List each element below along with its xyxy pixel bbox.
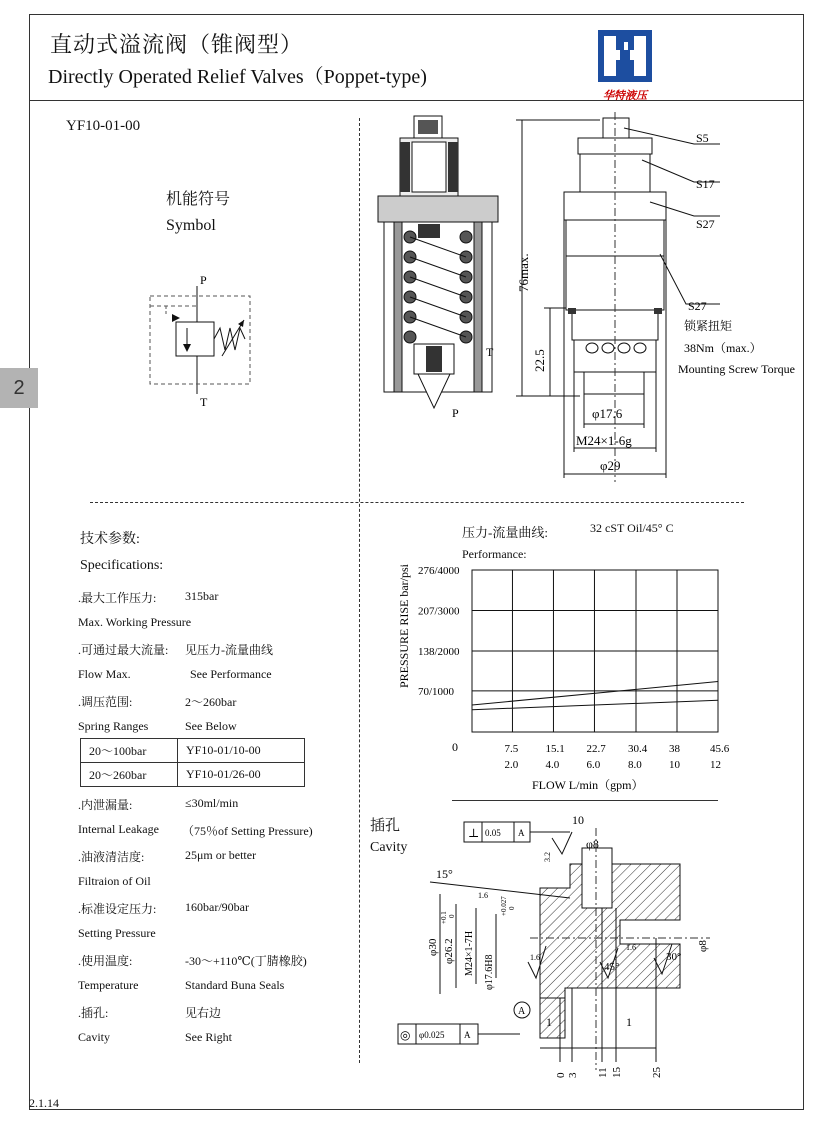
chart-x-tick-label: 7.5 bbox=[504, 743, 519, 755]
chart-grid bbox=[472, 570, 718, 732]
spec-label: Filtraion of Oil bbox=[78, 874, 151, 888]
cavity-drawing bbox=[390, 808, 720, 1080]
chart-subtitle: Performance: bbox=[462, 547, 527, 561]
spec-label: .可通过最大流量: bbox=[78, 643, 169, 657]
hydraulic-symbol bbox=[140, 270, 260, 410]
chart-x-tick-label-gpm: 8.0 bbox=[628, 759, 642, 771]
table-cell-model: YF10-01/26-00 bbox=[178, 763, 305, 787]
dim-s27: S27 bbox=[688, 299, 707, 313]
spec-value: -30～+110℃(丁腈橡胶) bbox=[185, 954, 307, 968]
cavity-thread: M24×1-7H bbox=[464, 930, 475, 976]
spec-value: 160bar/90bar bbox=[185, 900, 249, 914]
roughness-1-6-left: 1.6 bbox=[530, 953, 540, 962]
chart-x-tick-label: 22.7 bbox=[586, 743, 606, 755]
chart-condition: 32 cST Oil/45° C bbox=[590, 521, 674, 535]
spec-value: Standard Buna Seals bbox=[185, 978, 285, 992]
torque-label-cn: 锁紧扭矩 bbox=[684, 319, 733, 333]
cavity-bottom-dim: 11 bbox=[597, 1067, 609, 1078]
model-number: YF10-01-00 bbox=[66, 118, 141, 134]
title-chinese: 直动式溢流阀（锥阀型） bbox=[50, 32, 304, 57]
cavity-bottom-dim: 15 bbox=[611, 1067, 623, 1078]
spec-value: 2～260bar bbox=[185, 695, 237, 709]
roughness-1-6-right: 1.6 bbox=[626, 943, 636, 952]
chart-x-tick-label-gpm: 12 bbox=[710, 759, 721, 771]
torque-label-en: Mounting Screw Torque bbox=[678, 362, 795, 376]
valve-section-drawing bbox=[370, 112, 510, 422]
dim-phi8-side: φ8 bbox=[697, 940, 709, 952]
cavity-bottom-dim: 25 bbox=[651, 1067, 663, 1078]
spec-label: Internal Leakage bbox=[78, 822, 159, 836]
symbol-port-p: P bbox=[200, 273, 207, 287]
datum-mark: A bbox=[518, 1006, 526, 1017]
specs-heading-cn: 技术参数: bbox=[80, 532, 140, 547]
dim-s17: S17 bbox=[696, 177, 715, 191]
spec-value: 见右边 bbox=[185, 1006, 222, 1020]
performance-chart bbox=[390, 560, 730, 800]
dim-1-left: 1 bbox=[546, 1015, 552, 1029]
spec-label: .标准设定压力: bbox=[78, 902, 157, 916]
chart-series bbox=[472, 682, 718, 710]
spec-label: Max. Working Pressure bbox=[78, 615, 192, 629]
chart-x-tick-label-gpm: 4.0 bbox=[545, 759, 560, 771]
title-english: Directly Operated Relief Valves（Poppet-type) bbox=[48, 66, 427, 88]
dim-dia-29: φ29 bbox=[600, 458, 621, 473]
dim-height-max: 76max. bbox=[516, 253, 531, 292]
dim-dia-17-6: φ17.6 bbox=[592, 406, 623, 421]
cavity-dia-17-tol-bot: 0 bbox=[508, 906, 516, 910]
spec-label: Setting Pressure bbox=[78, 926, 156, 940]
chart-x-tick-labels bbox=[504, 743, 729, 771]
cavity-bottom-dim: 0 bbox=[555, 1072, 567, 1078]
section-tab[interactable]: 2 bbox=[0, 368, 38, 408]
chart-x-tick-label-gpm: 10 bbox=[669, 759, 680, 771]
chart-y-tick-label: 138/2000 bbox=[418, 646, 460, 658]
chart-x-tick-label-gpm: 6.0 bbox=[586, 759, 601, 771]
spec-value: ≤30ml/min bbox=[185, 796, 239, 810]
spec-label: .调压范围: bbox=[78, 695, 133, 709]
symbol-port-t: T bbox=[200, 395, 208, 409]
chart-title: 压力-流量曲线: bbox=[462, 525, 548, 540]
conc-tolerance: φ0.025 bbox=[419, 1030, 445, 1040]
spec-value: 315bar bbox=[185, 589, 219, 603]
cavity-label-en: Cavity bbox=[370, 840, 408, 855]
cavity-dia-17-6: φ17.6H8 bbox=[484, 954, 495, 990]
roughness-3-2: 3.2 bbox=[543, 852, 552, 862]
chart-x-tick-label: 15.1 bbox=[545, 743, 565, 755]
spring-ranges-table bbox=[80, 738, 305, 787]
chart-x-tick-label: 30.4 bbox=[628, 743, 648, 755]
spec-label: Temperature bbox=[78, 978, 139, 992]
spec-label: .使用温度: bbox=[78, 954, 133, 968]
perp-tolerance: 0.05 bbox=[485, 828, 501, 838]
hydraulic-brand-logo-icon bbox=[594, 28, 656, 84]
valve-dimension-drawing bbox=[500, 112, 800, 492]
torque-value: 38Nm（max.） bbox=[684, 341, 762, 355]
spec-value: See Right bbox=[185, 1030, 232, 1044]
center-separator bbox=[359, 118, 360, 1063]
chart-x-tick-label: 45.6 bbox=[710, 743, 730, 755]
cavity-dia-26-tol-top: +0.1 bbox=[440, 911, 448, 924]
spec-value: （75％of Setting Pressure) bbox=[182, 824, 313, 838]
spec-label: Cavity bbox=[78, 1030, 110, 1044]
chart-x-origin-label: 0 bbox=[452, 740, 458, 754]
chart-y-tick-labels bbox=[418, 565, 460, 698]
dim-phi8-top: φ8 bbox=[586, 837, 599, 851]
cavity-label-cn: 插孔 bbox=[370, 818, 401, 834]
table-cell-model: YF10-01/10-00 bbox=[178, 739, 305, 763]
dim-s27-top: S27 bbox=[696, 217, 715, 231]
table-row bbox=[81, 763, 305, 787]
mid-separator bbox=[90, 502, 744, 503]
chart-y-tick-label: 276/4000 bbox=[418, 565, 460, 577]
concentric-symbol-icon: ◎ bbox=[400, 1028, 411, 1042]
table-row bbox=[81, 739, 305, 763]
spec-label: .油液清洁度: bbox=[78, 850, 145, 864]
dim-thread: M24×1-6g bbox=[576, 433, 632, 448]
cavity-dia-26: φ26.2 bbox=[443, 938, 455, 964]
chart-y-tick-label: 207/3000 bbox=[418, 605, 460, 618]
symbol-label-en: Symbol bbox=[166, 217, 216, 234]
cavity-bottom-dim: 3 bbox=[567, 1072, 579, 1078]
spec-label: .内泄漏量: bbox=[78, 798, 133, 812]
cavity-dia-26-tol-bot: 0 bbox=[448, 914, 456, 918]
angle-15: 15° bbox=[436, 867, 453, 881]
company-logo bbox=[594, 28, 656, 102]
spec-value: 见压力-流量曲线 bbox=[185, 643, 273, 657]
specs-heading-en: Specifications: bbox=[80, 558, 164, 573]
roughness-1-6-top: 1.6 bbox=[478, 891, 488, 900]
spec-value: See Performance bbox=[190, 667, 272, 681]
chart-x-tick-label-gpm: 2.0 bbox=[504, 759, 519, 771]
spec-value: 25μm or better bbox=[185, 848, 257, 862]
page-number: 2.1.14 bbox=[29, 1096, 59, 1110]
spec-label: Flow Max. bbox=[78, 667, 131, 681]
dim-height-body: 22.5 bbox=[532, 349, 547, 372]
section-port-p: P bbox=[452, 406, 459, 420]
dim-s5: S5 bbox=[696, 131, 709, 145]
spec-label: .最大工作压力: bbox=[78, 591, 157, 605]
chart-x-tick-label: 38 bbox=[669, 743, 680, 755]
angle-45: 45° bbox=[604, 961, 620, 973]
section-port-t: T bbox=[486, 345, 494, 359]
table-cell-range: 20～260bar bbox=[81, 763, 178, 787]
chart-y-axis-label: PRESSURE RISE bar/psi bbox=[397, 563, 411, 688]
spec-value: See Below bbox=[185, 719, 237, 733]
angle-30: 30° bbox=[666, 951, 682, 963]
header-divider bbox=[29, 100, 804, 101]
chart-y-tick-label: 70/1000 bbox=[418, 685, 455, 698]
table-cell-range: 20～100bar bbox=[81, 739, 178, 763]
spec-label: Spring Ranges bbox=[78, 719, 149, 733]
dim-1-right: 1 bbox=[626, 1015, 632, 1029]
dim-10: 10 bbox=[572, 813, 584, 827]
chart-bottom-rule bbox=[452, 800, 718, 801]
symbol-label-cn: 机能符号 bbox=[166, 191, 231, 208]
chart-x-axis-label: FLOW L/min（gpm） bbox=[532, 778, 644, 792]
perp-datum: A bbox=[518, 828, 525, 838]
cavity-dia-17-tol-top: +0.027 bbox=[500, 896, 508, 916]
conc-datum: A bbox=[464, 1030, 471, 1040]
logo-caption: 华特液压 bbox=[603, 90, 647, 102]
perp-symbol-icon: ⊥ bbox=[468, 826, 480, 840]
spec-label: .插孔: bbox=[78, 1006, 109, 1020]
cavity-dia-30: φ30 bbox=[427, 938, 439, 956]
